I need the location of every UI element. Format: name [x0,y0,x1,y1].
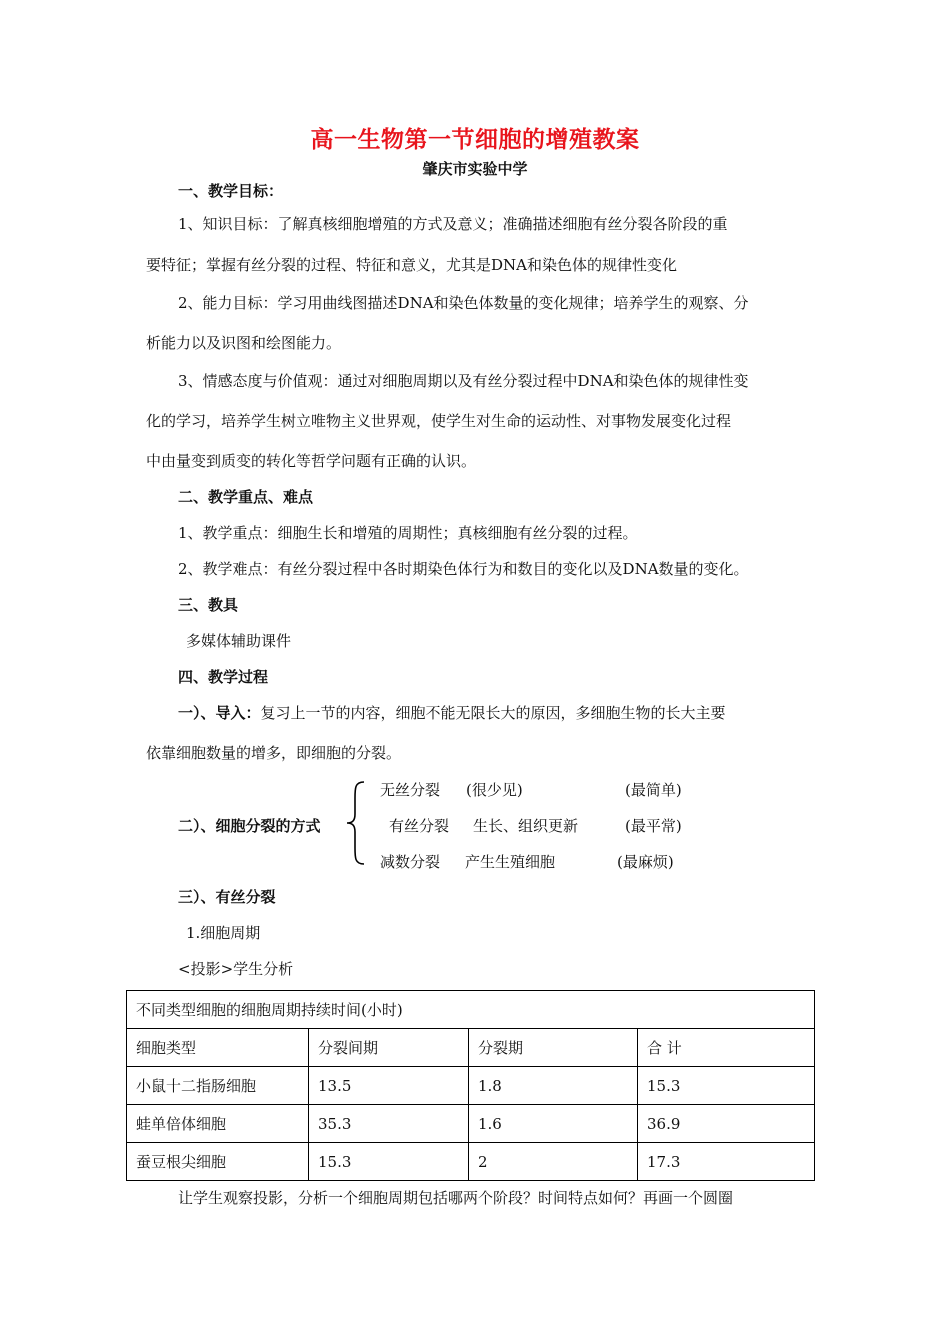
table-cell: 蛙单倍体细胞 [127,1105,309,1143]
section-heading-mitosis: 三）、有丝分裂 [178,888,276,906]
section-heading-objectives: 一、教学目标： [178,182,284,200]
table-cell: 15.3 [309,1143,469,1181]
table-header-cell: 合 计 [638,1029,815,1067]
intro-label: 一）、导入： [178,704,261,722]
table-row [127,1105,815,1143]
curly-brace-icon [345,780,367,866]
division-way-name: 有丝分裂 [389,817,450,835]
table-cell: 36.9 [638,1105,815,1143]
paragraph-tools: 多媒体辅助课件 [186,632,292,650]
table-header-cell: 分裂期 [469,1029,638,1067]
paragraph-intro-line2: 依靠细胞数量的增多，即细胞的分裂。 [146,744,402,762]
school-name: 肇庆市实验中学 [422,160,528,178]
table-caption: 不同类型细胞的细胞周期持续时间(小时) [127,991,815,1029]
table-cell: 2 [469,1143,638,1181]
table-cell: 小鼠十二指肠细胞 [127,1067,309,1105]
table-header-cell: 细胞类型 [127,1029,309,1067]
intro-text: 复习上一节的内容，细胞不能无限长大的原因，多细胞生物的长大主要 [260,704,726,722]
table-row [127,1143,815,1181]
table-cell: 蚕豆根尖细胞 [127,1143,309,1181]
section-heading-process: 四、教学过程 [178,668,269,686]
paragraph-ability-line2: 析能力以及识图和绘图能力。 [146,334,342,352]
paragraph-knowledge-line1: 1、知识目标：了解真核细胞增殖的方式及意义；准确描述细胞有丝分裂各阶段的重 [178,215,728,233]
division-ways-label: 二）、细胞分裂的方式 [178,817,321,835]
paragraph-difficulty: 2、教学难点：有丝分裂过程中各时期染色体行为和数目的变化以及DNA数量的变化。 [178,560,749,578]
table-cell: 17.3 [638,1143,815,1181]
section-heading-keypoints: 二、教学重点、难点 [178,488,314,506]
table-caption-row [127,991,815,1029]
cell-cycle-table [126,990,815,1181]
subheading-cell-cycle: 1.细胞周期 [186,924,261,942]
paragraph-ability-line1: 2、能力目标：学习用曲线图描述DNA和染色体数量的变化规律；培养学生的观察、分 [178,294,749,312]
paragraph-attitude-line3: 中由量变到质变的转化等哲学问题有正确的认识。 [146,452,477,470]
division-way-note: (最平常) [625,817,682,835]
table-cell: 15.3 [638,1067,815,1105]
paragraph-intro-line1 [178,702,726,723]
division-way-name: 无丝分裂 [380,781,441,799]
division-way-note: (最麻烦) [617,853,674,871]
paragraph-keypoint: 1、教学重点：细胞生长和增殖的周期性；真核细胞有丝分裂的过程。 [178,524,638,542]
table-header-row [127,1029,815,1067]
paragraph-knowledge-line2: 要特征；掌握有丝分裂的过程、特征和意义，尤其是DNA和染色体的规律性变化 [146,256,677,274]
division-way-desc: (很少见) [466,781,523,799]
section-heading-tools: 三、教具 [178,596,239,614]
division-way-desc: 产生生殖细胞 [465,853,556,871]
division-way-note: (最简单) [625,781,682,799]
table-header-cell: 分裂间期 [309,1029,469,1067]
paragraph-attitude-line2: 化的学习，培养学生树立唯物主义世界观，使学生对生命的运动性、对事物发展变化过程 [146,412,732,430]
table-cell: 35.3 [309,1105,469,1143]
table-row [127,1067,815,1105]
division-way-desc: 生长、组织更新 [473,817,579,835]
table-cell: 13.5 [309,1067,469,1105]
division-way-name: 减数分裂 [380,853,441,871]
closing-paragraph: 让学生观察投影，分析一个细胞周期包括哪两个阶段？时间特点如何？再画一个圆圈 [178,1189,734,1207]
table-cell: 1.8 [469,1067,638,1105]
table-cell: 1.6 [469,1105,638,1143]
projection-note: <投影>学生分析 [178,960,294,978]
paragraph-attitude-line1: 3、情感态度与价值观：通过对细胞周期以及有丝分裂过程中DNA和染色体的规律性变 [178,372,749,390]
document-title: 高一生物第一节细胞的增殖教案 [310,126,640,153]
